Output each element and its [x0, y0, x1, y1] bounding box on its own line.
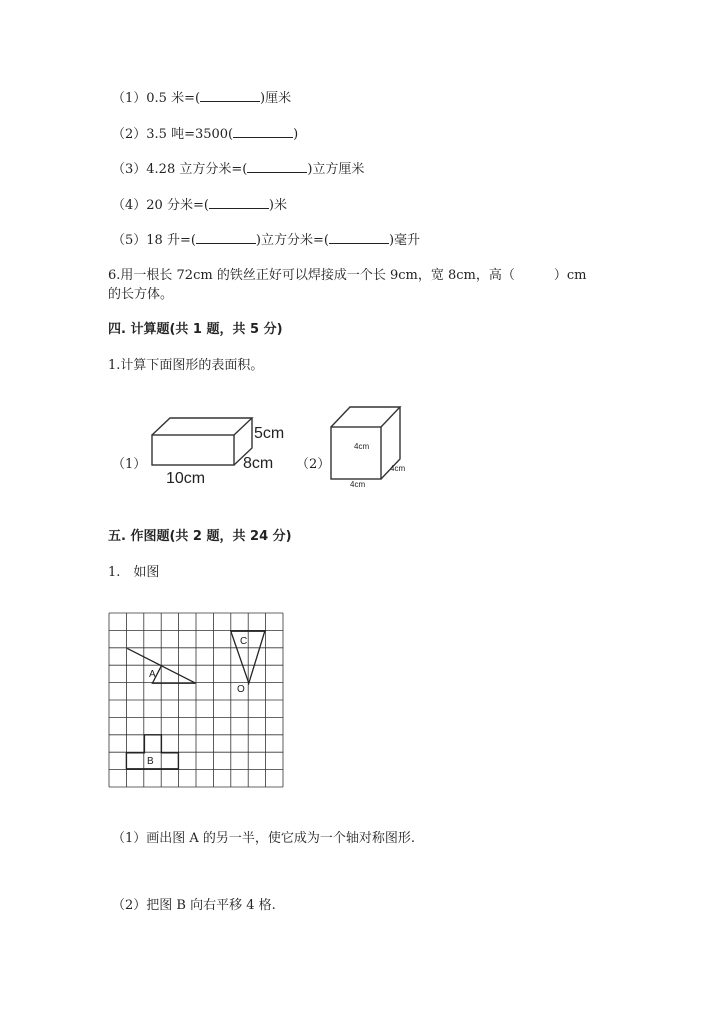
cuboid-width-label: 8cm	[243, 455, 274, 472]
fill-item-prefix: （3）4.28 立方分米=(	[112, 162, 248, 177]
fill-item-3	[112, 160, 364, 178]
fill-item-suffix: )毫升	[388, 233, 421, 248]
section-4-heading: 四. 计算题(共 1 题，共 5 分)	[108, 322, 283, 337]
answer-blank[interactable]	[329, 231, 389, 244]
fill-item-prefix: （4）20 分米=(	[112, 198, 209, 213]
question-6-line2: 的长方体。	[108, 287, 174, 302]
fill-item-suffix: )	[293, 127, 299, 142]
answer-blank[interactable]	[200, 89, 260, 102]
fill-item-5	[112, 231, 420, 249]
cube-figure	[328, 403, 428, 493]
figure-1-label: （1）	[112, 457, 147, 472]
figure-2-label: （2）	[296, 457, 331, 472]
cuboid-height-label: 5cm	[254, 425, 285, 442]
cube-front-label: 4cm	[354, 442, 370, 451]
fill-item-suffix: )立方厘米	[307, 162, 365, 177]
fill-item-1	[112, 89, 291, 107]
point-o-label: O	[237, 684, 245, 695]
figure-a-label: A	[149, 669, 156, 680]
section-5-question-1: 1. 如图	[108, 565, 160, 580]
fill-item-mid: )立方分米=(	[255, 233, 329, 248]
drawing-grid	[109, 613, 285, 789]
answer-blank[interactable]	[247, 160, 307, 173]
answer-blank[interactable]	[196, 231, 256, 244]
drawing-task-1: （1）画出图 A 的另一半，使它成为一个轴对称图形.	[112, 831, 416, 846]
cube-bottom-label: 4cm	[350, 480, 366, 489]
drawing-task-2: （2）把图 B 向右平移 4 格.	[112, 898, 276, 913]
section-5-heading: 五. 作图题(共 2 题，共 24 分)	[108, 529, 292, 544]
fill-item-2	[112, 125, 298, 143]
figure-c	[231, 631, 265, 683]
cuboid-figure	[148, 408, 308, 488]
figure-b-label: B	[147, 756, 154, 767]
section-4-question-1: 1.计算下面图形的表面积。	[108, 358, 264, 373]
grid-lines	[109, 613, 283, 787]
fill-item-4	[112, 196, 287, 214]
fill-item-prefix: （1）0.5 米=(	[112, 91, 201, 106]
fill-item-suffix: )厘米	[260, 91, 292, 106]
answer-blank[interactable]	[233, 125, 293, 138]
figure-c-label: C	[240, 636, 248, 647]
fill-item-prefix: （2）3.5 吨=3500(	[112, 127, 234, 142]
fill-item-prefix: （5）18 升=(	[112, 233, 196, 248]
fill-item-suffix: )米	[268, 198, 287, 213]
cube-side-label: 4cm	[390, 464, 406, 473]
question-6-line1: 6.用一根长 72cm 的铁丝正好可以焊接成一个长 9cm，宽 8cm，高（ ）cm	[108, 268, 587, 283]
cuboid-length-label: 10cm	[166, 470, 206, 487]
answer-blank[interactable]	[209, 196, 269, 209]
cuboid-outline	[152, 418, 252, 465]
